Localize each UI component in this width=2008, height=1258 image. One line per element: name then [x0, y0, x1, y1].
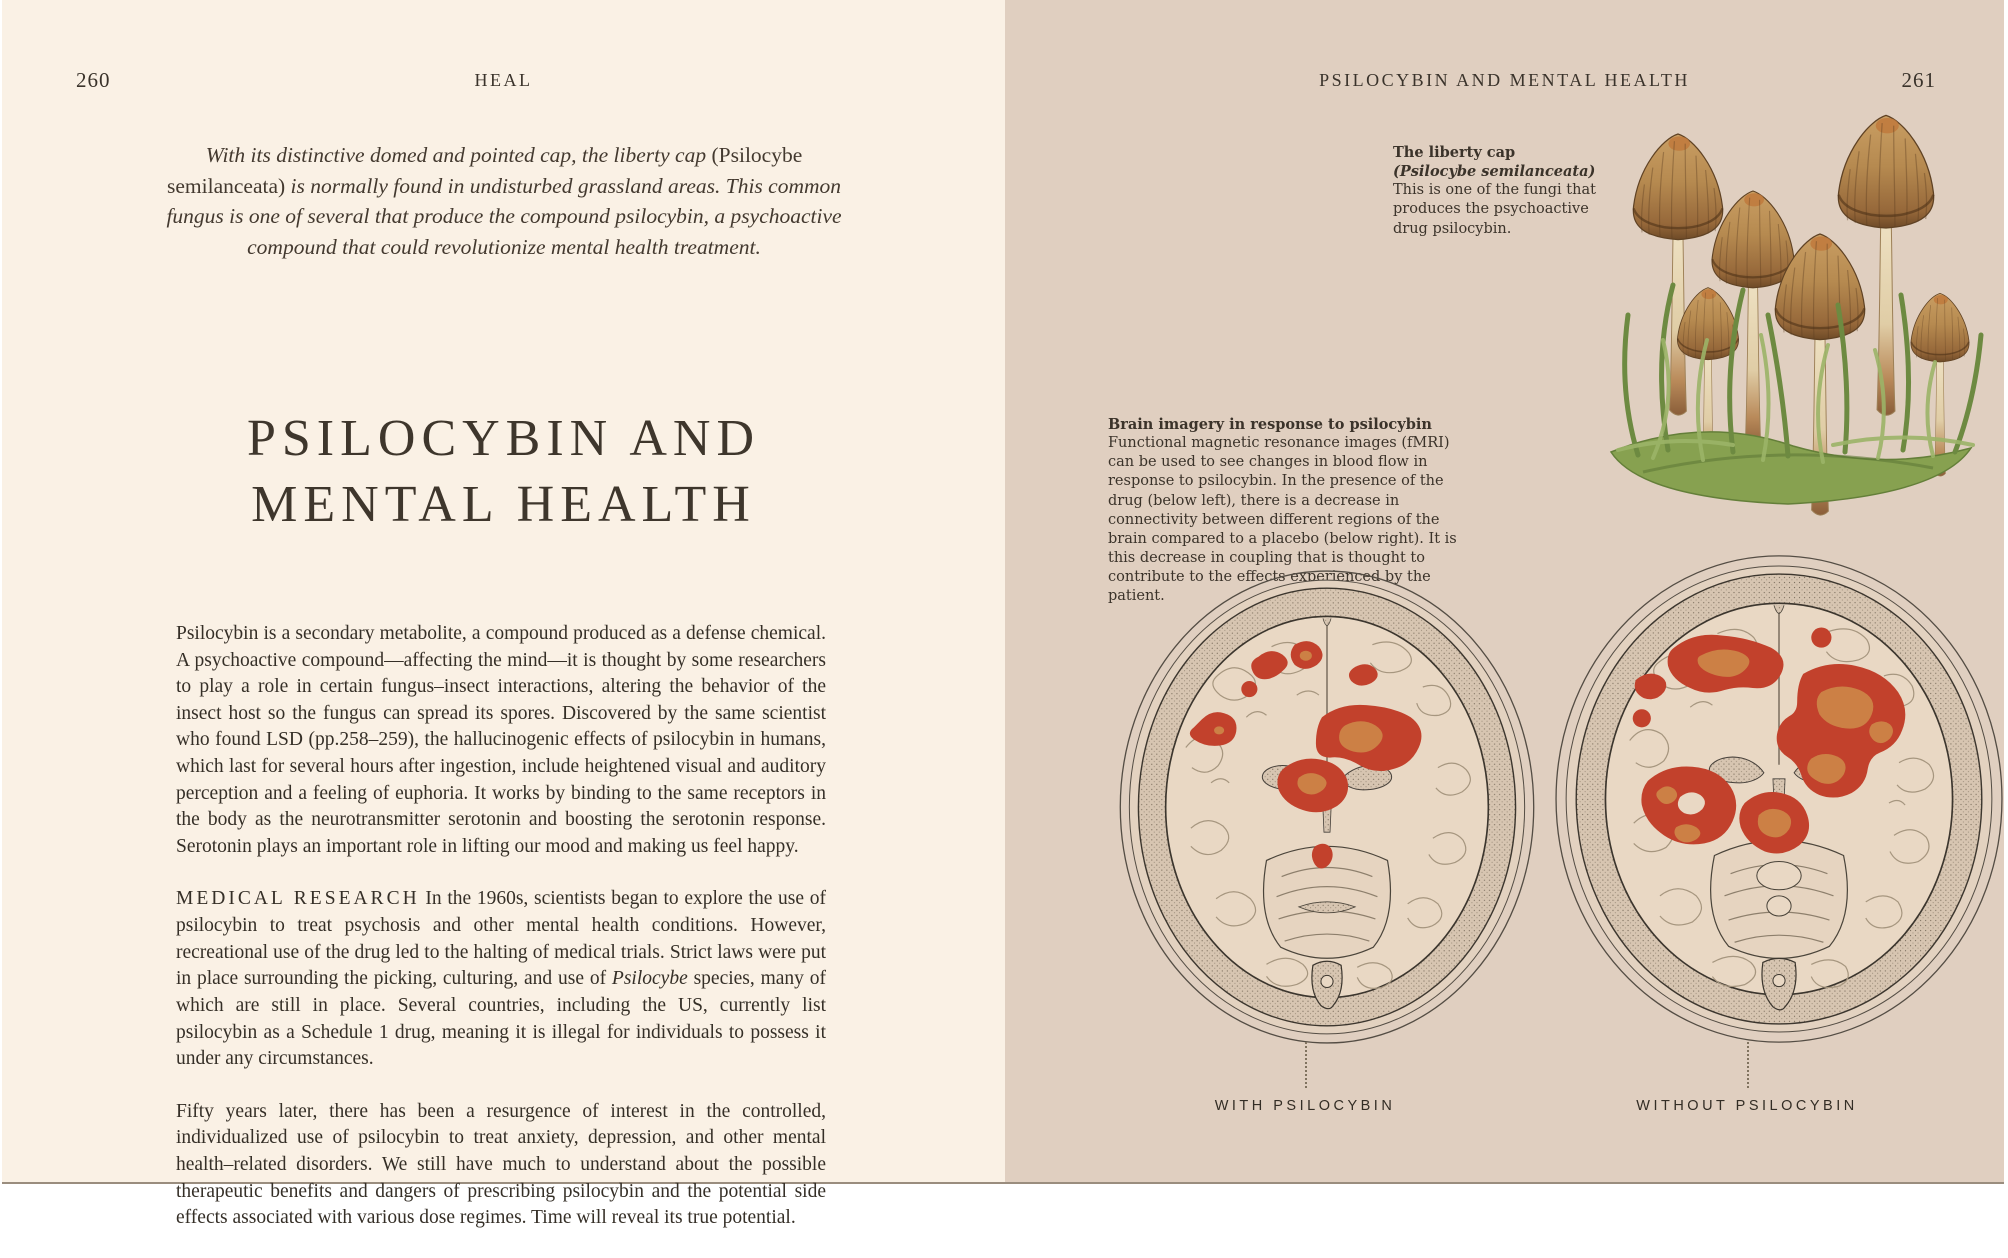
brain-scan-with-psilocybin [1115, 566, 1539, 1048]
liberty-cap-caption-title: The liberty cap [1393, 144, 1516, 161]
running-head-right: PSILOCYBIN AND MENTAL HEALTH [1319, 70, 1690, 90]
book-spread [2, 0, 2004, 1229]
figure-label-without-psilocybin: WITHOUT PSILOCYBIN [1636, 1098, 1858, 1114]
page-title [2, 406, 1005, 538]
intro-italic-1: With its distinctive domed and pointed cap, the liberty cap [205, 143, 712, 167]
figure-label-with-psilocybin: WITH PSILOCYBIN [1214, 1098, 1396, 1114]
body-paragraph-1: Psilocybin is a secondary metabolite, a compound produced as a defense chemical. A psychoactive compound—affecting the mind—it is thought by some researchers to play a role in certain fungus–insect interactions, altering the behavior of the insect host so the fungus can spread its spores. Discovered by the same scientist who found LSD (pp.258–259), the hallucinogenic effects of psilocybin in humans, which last for several hours after ingestion, include heightened visual and auditory perception and a feeling of euphoria. It works by binding to the same receptors in the body as the neurotransmitter serotonin and boosting the serotonin response. Serotonin plays an important role in lifting our mood and making us feel happy. [176, 623, 826, 857]
page-number-right: 261 [1901, 68, 1936, 92]
mushroom-illustration [1583, 100, 2003, 528]
run-in-heading: MEDICAL RESEARCH [176, 888, 420, 910]
title-line-2: MENTAL HEALTH [251, 476, 756, 534]
paragraph-2-text-b: species, many of which are still in place. Several countries, including the US, currently list psilocybin as a Schedule 1 drug, meaning it is illegal for individuals to possess it under any circumstances. [176, 968, 826, 1070]
intro-italic-2: is normally found in undisturbed grassland areas. This common fungus is one of several that produce the compound psilocybin, a psychoactive compound that could revolutionize mental health treatment. [166, 173, 842, 260]
liberty-cap-caption-body: This is one of the fungi that produces the psychoactive drug psilocybin. [1393, 182, 1596, 237]
brain-caption-body: Functional magnetic resonance images (fMRI) can be used to see changes in blood flow in response to psilocybin. In the presence of the drug (below left), there is a decrease in connectivity between different regions of the brain compared to a placebo (below right). It is this decrease in coupling that is thought to contribute to the effects experienced by the patient. [1108, 435, 1457, 605]
paragraph-2-genus: Psilocybe [611, 968, 688, 990]
body-paragraph-2 [176, 886, 826, 1072]
page-left [2, 0, 1005, 1229]
leader-line-left [1305, 1042, 1307, 1088]
intro-paragraph [154, 140, 854, 263]
intro-latin-name: (Psilocybe semilanceata) [166, 143, 803, 198]
page-right [1005, 0, 2004, 1182]
paragraph-2-text-a: In the 1960s, scientists began to explore the use of psilocybin to treat psychosis and other mental health conditions. However, recreational use of the drug led to the halting of medical trials. Strict laws were put in place surrounding the picking, culturing, and use of [176, 888, 826, 990]
running-head-left: HEAL [474, 70, 533, 90]
leader-line-right [1747, 1042, 1749, 1088]
brain-scan-without-psilocybin [1551, 550, 2007, 1048]
title-line-1: PSILOCYBIN AND [246, 410, 761, 467]
brain-caption-title: Brain imagery in response to psilocybin [1108, 416, 1432, 433]
liberty-cap-caption-latin: (Psilocybe semilanceata) [1393, 163, 1596, 181]
liberty-cap-caption [1393, 143, 1611, 239]
body-text-column [176, 621, 826, 1258]
body-paragraph-3: Fifty years later, there has been a resurgence of interest in the controlled, individualized use of psilocybin to treat anxiety, depression, and other mental health–related disorders. We still have much to understand about the possible therapeutic benefits and dangers of prescribing psilocybin and the potential side effects associated with various dose regimes. Time will reveal its true potential. [176, 1100, 826, 1229]
page-number-left: 260 [76, 68, 111, 92]
